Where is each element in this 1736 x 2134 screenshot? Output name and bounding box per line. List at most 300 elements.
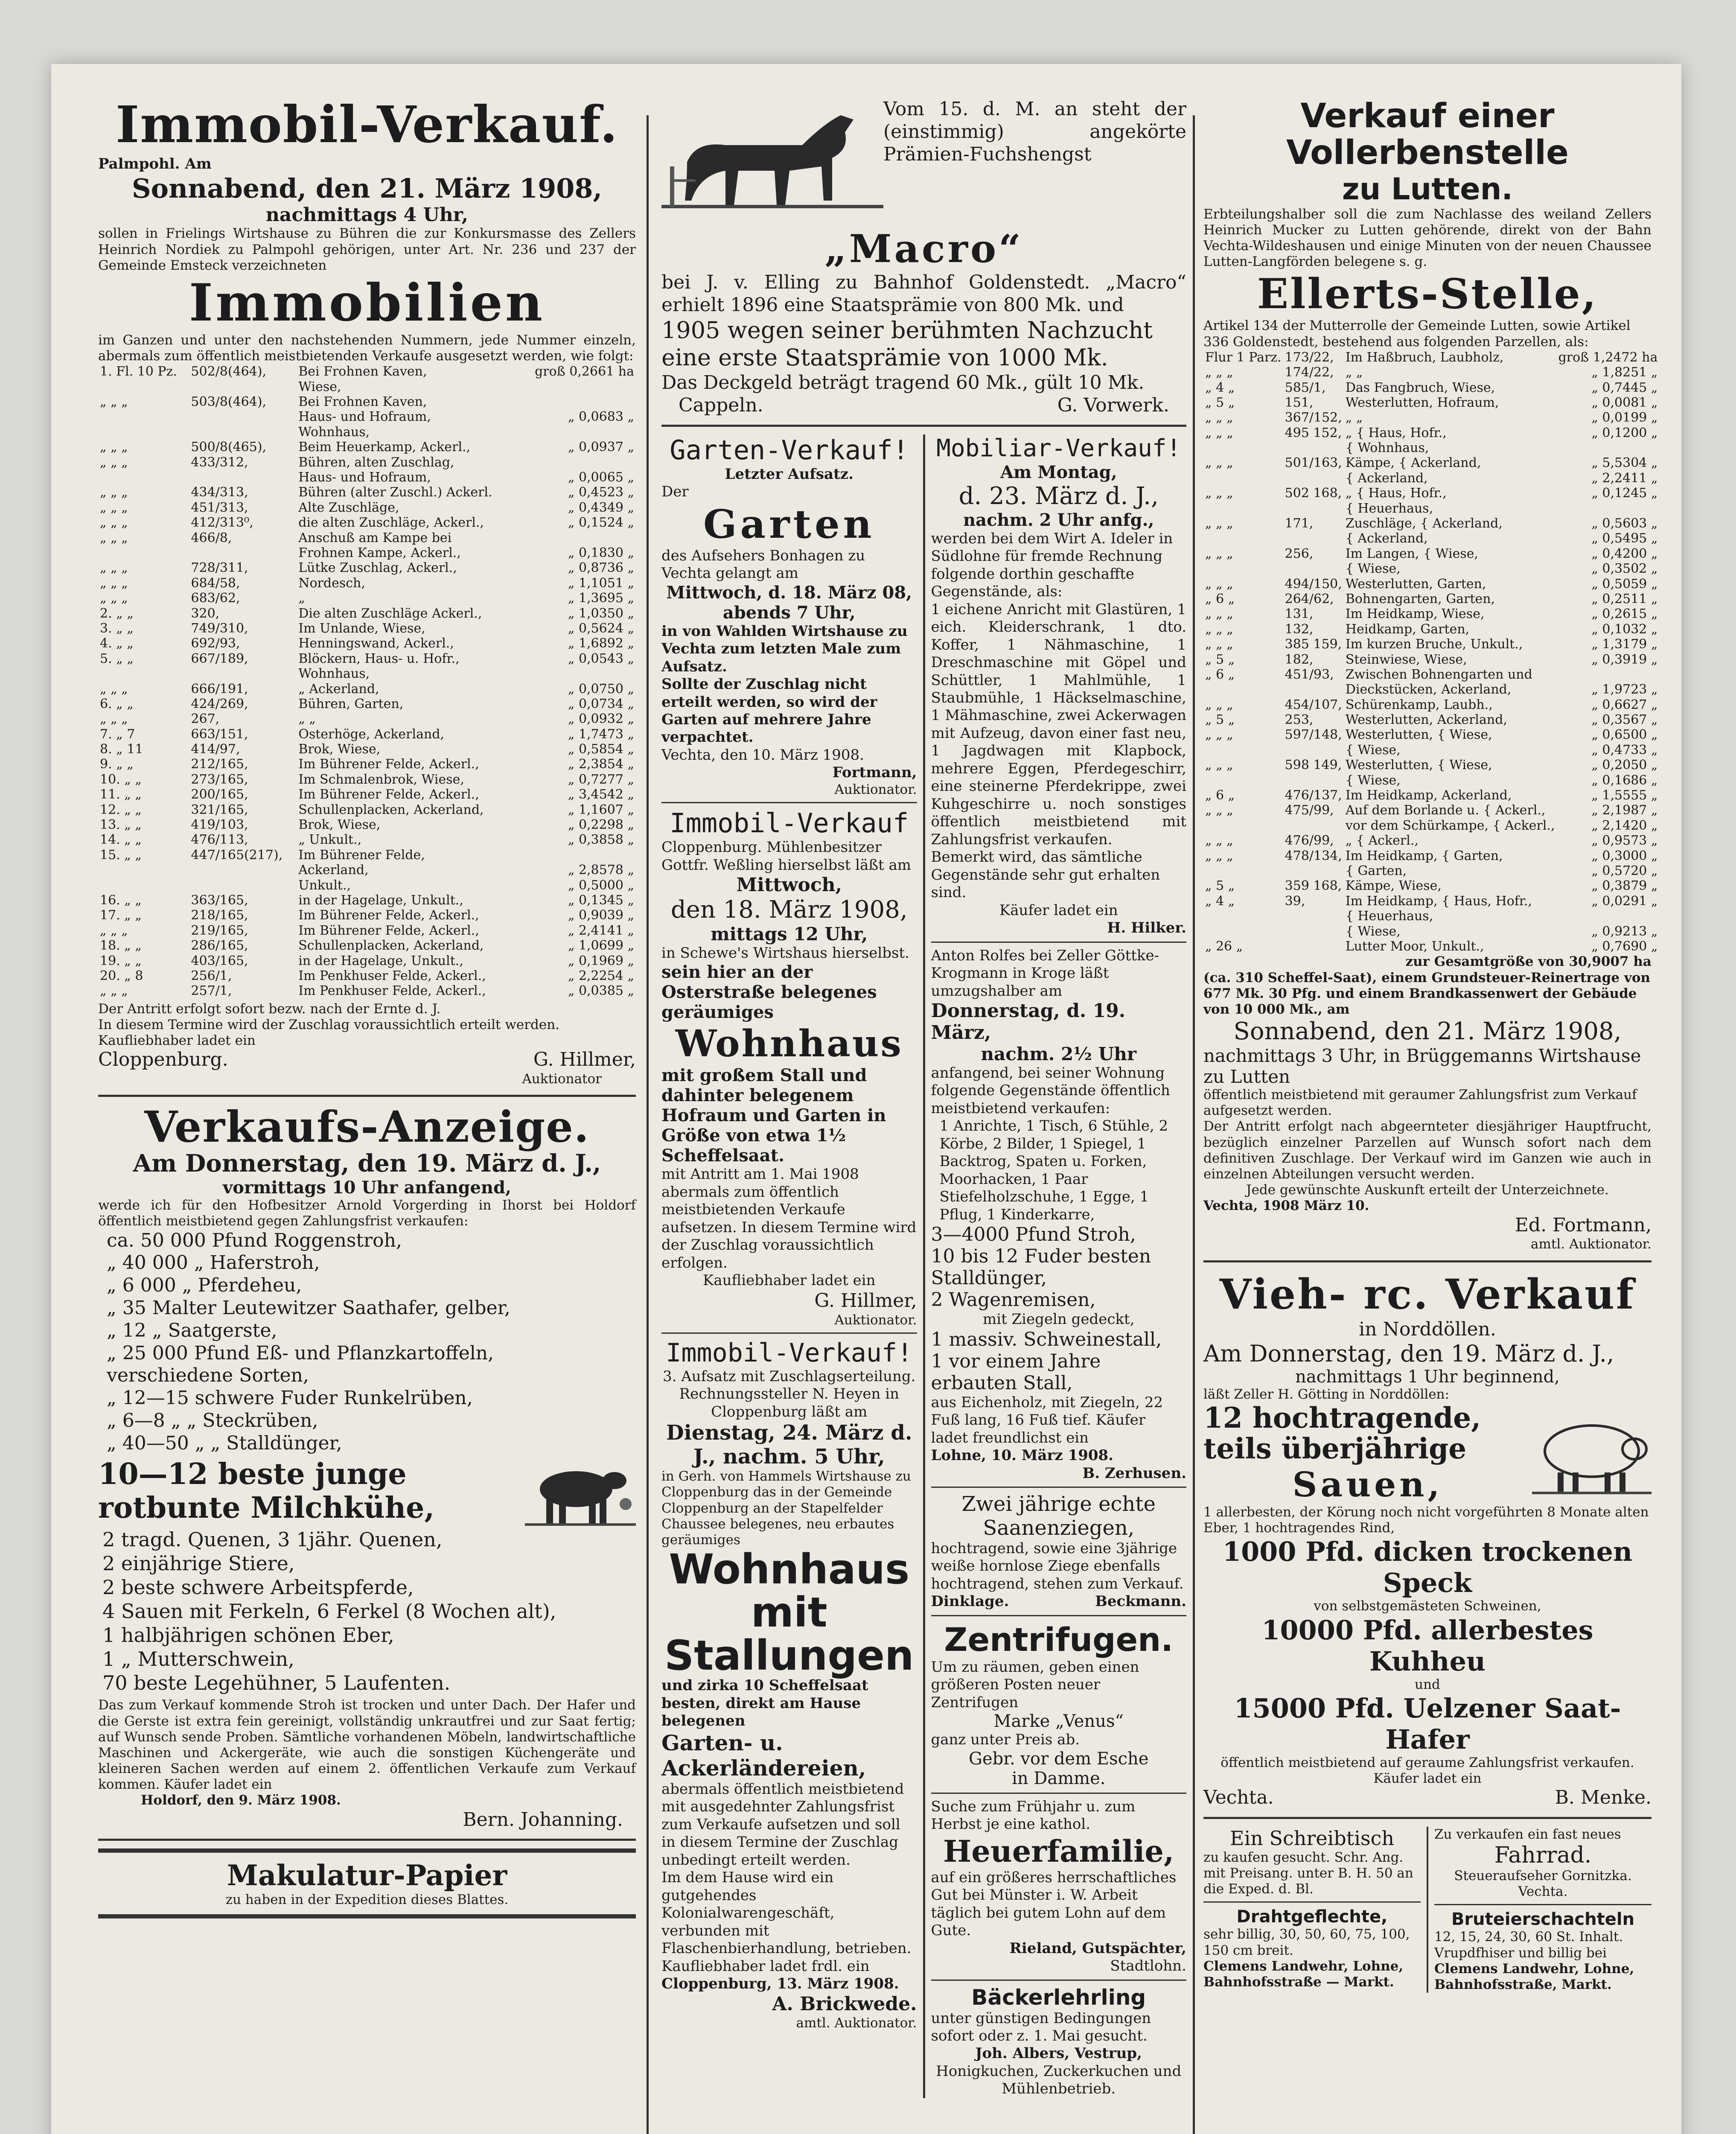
parcel-row [1203,546,1659,561]
body-text: Suche zum Frühjahr u. zum Herbst je eine kathol. [931,1798,1136,1833]
parcel-description: Anschuß am Kampe bei [298,530,452,545]
parcel-description: Im Bührener Felde, Ackerl., [298,757,479,772]
parcel-number: 501/163, [1285,455,1342,471]
stallion-name: „Macro“ [824,226,1023,271]
parcel-area: „ 0,1524 „ [568,515,634,531]
divider [1434,1904,1652,1905]
parcel-number: 451/93, [1285,667,1334,682]
parcel-flur: 10. „ „ [100,772,142,787]
parcel-flur [1203,501,1283,516]
ad-title: Vieh- rc. Verkauf [1219,1270,1636,1318]
list-item: 1 halbjährigen schönen Eber, [102,1624,394,1647]
parcel-number [1283,909,1344,924]
parcel-description: „ „ [1345,365,1363,380]
parcel-description: „ [298,591,305,606]
signer-name: H. Hilker. [1107,919,1186,937]
date-line: Mittwoch, [736,874,842,896]
parcel-number: 320, [191,606,220,621]
parcel-flur [1203,909,1283,924]
parcel-number: 585/1, [1285,380,1326,395]
parcel-description: „ Unkult., [298,832,362,848]
signer-name: Fortmann, [832,764,917,781]
divider [1203,1817,1652,1819]
parcel-description: Schullenplacken, Ackerland, [298,802,484,817]
date-line: d. 23. März d. J., [958,482,1159,510]
parcel-flur: „ „ „ [1205,546,1233,561]
parcel-row [98,545,636,560]
list-item: 70 beste Legehühner, 5 Laufenten. [102,1671,451,1695]
parcel-area [1557,909,1660,924]
parcel-area: „ 0,1245 „ [1591,486,1658,501]
parcel-row [1203,909,1659,924]
divider [931,1979,1187,1981]
ad-title: Mobiliar-Verkauf! [936,434,1181,462]
place-line: Palmpohl. Am [98,155,212,172]
parcel-flur: 3. „ „ [100,621,134,636]
parcel-number: 419/103, [191,817,248,833]
big-item: 10 bis 12 Fuder besten Stalldünger, [931,1245,1151,1289]
parcel-number: 598 149, [1285,758,1342,773]
parcel-row [98,802,636,817]
body-text: werden bei dem Wirt A. Ideler in Südlohne für fremde Rechnung folgende dorthin geschaffte Gegenstände, als: [931,530,1173,601]
parcel-number [1283,924,1344,939]
parcel-number: 451/313, [191,500,248,515]
parcel-number: 200/165, [191,787,248,802]
sign-place: Vechta, 1908 März 10. [1203,1198,1369,1214]
ad-mobiliar-verkauf [931,434,1187,937]
parcel-description: Kämpe, Wiese, [1345,878,1442,894]
list-item: 4 Sauen mit Ferkeln, 6 Ferkel (8 Wochen alt), [102,1599,556,1623]
parcel-flur [1203,924,1283,939]
parcel-area [520,666,636,681]
parcel-area: „ 0,3919 „ [1591,652,1658,667]
parcel-row [98,651,636,666]
parcel-area: „ 2,1987 „ [1591,803,1658,818]
column-rule-2 [1193,115,1195,2134]
body-text: Rechnungssteller N. Heyen in Cloppenburg läßt am [679,1385,899,1420]
divider [931,1793,1187,1794]
newspaper-page [51,64,1681,2134]
list-item: „ 25 000 Pfund Eß- und Pflanzkartoffeln, [107,1342,494,1364]
parcel-flur [1203,818,1283,833]
parcel-description: „ „ [1345,410,1363,426]
big-item: 3—4000 Pfund Stroh, [931,1224,1136,1246]
body-text: ganz unter Preis ab. [931,1731,1080,1749]
parcel-row [98,863,636,878]
body-text: auf ein größeres herrschaftliches Gut bei Münster i. W. Arbeit täglich bei gutem Lohn auf dem Gute. [931,1869,1177,1939]
parcel-row [98,606,636,621]
parcel-flur: „ „ „ [1205,848,1233,863]
parcel-flur: „ „ „ [100,485,128,500]
parcel-area: „ 0,5854 „ [568,742,634,757]
parcel-description: Bohnengarten, Garten, [1345,591,1495,606]
parcel-flur: „ „ „ [1205,486,1233,501]
parcel-row [1203,682,1659,697]
parcel-description: Auf dem Borlande u. { Ackerl., [1345,803,1546,818]
parcel-area: „ 0,6500 „ [1591,727,1658,743]
big-heading: Wohnhaus [675,1022,903,1066]
parcel-area: „ 1,1607 „ [568,802,634,817]
parcel-area: groß 0,2661 ha [535,364,634,379]
parcel-number [189,878,297,893]
parcel-flur: „ 26 „ [1205,939,1243,954]
parcel-number: 219/165, [191,923,248,938]
parcel-area: „ 0,4349 „ [568,500,634,515]
parcel-area: „ 0,5495 „ [1591,531,1658,546]
ad-drahtgeflechte [1203,1907,1421,1990]
parcel-flur [1203,773,1283,788]
body-text: Im dem Hause wird ein gutgehendes Kolonialwarengeschäft, verbunden mit Flaschenbierhandlung, betrieben. [661,1869,912,1957]
parcel-description: „ { Ackerl., [1345,833,1419,848]
parcel-row [1203,516,1659,531]
parcel-area: „ 0,3879 „ [1591,878,1658,894]
parcel-area: „ 1,1051 „ [568,575,634,591]
parcel-number: 466/8, [191,530,232,545]
parcel-row [98,591,636,606]
parcel-area: „ 0,2050 „ [1591,758,1658,773]
pig-illustration [1532,1408,1652,1498]
sign-place: in Damme. [1012,1768,1106,1788]
parcel-description: Wohnhaus, [298,666,370,682]
parcel-row [98,727,636,742]
parcel-flur: „ „ „ [100,394,128,410]
parcel-table [1203,350,1659,954]
sign-place: Dinklage. [931,1593,1009,1610]
parcel-flur: „ „ „ [1205,516,1233,531]
signer-name: Beckmann. [1095,1593,1186,1610]
big-heading: Heuerfamilie, [943,1833,1174,1869]
parcel-description: { Wiese, [1345,924,1401,939]
parcel-flur: 2. „ „ [100,606,134,621]
big-heading: Garten- u. Ackerländereien, [661,1730,866,1781]
sign-place: Vechta, den 10. März 1908. [661,746,864,764]
body-text: von selbstgemästeten Schweinen, [1314,1598,1541,1614]
parcel-number: 424/269, [191,696,248,711]
parcel-area [520,455,636,470]
body-text: hochtragend, sowie eine 3jährige weiße hornlose Ziege ebenfalls hochtragend, stehen zum Verkauf. [931,1540,1184,1592]
signer-name: Bern. Johanning. [463,1808,623,1831]
parcel-row [1203,924,1659,939]
parcel-description: Haus- und Hofraum, [298,470,431,485]
parcel-flur: 17. „ „ [100,908,142,923]
parcel-number: 253, [1285,712,1314,728]
parcel-row [1203,788,1659,803]
big-heading: Immobilien [189,272,545,333]
body-text: mit großem Stall und dahinter belegenem Hofraum und Garten in Größe von etwa 1½ Scheffelsaat. [661,1065,886,1166]
signer-name: G. Vorwerk. [1057,394,1169,416]
parcel-description: Henningswand, Ackerl., [298,636,454,651]
parcel-flur [98,379,189,394]
parcel-description: { Ackerland, [1345,531,1428,546]
parcel-flur: „ „ „ [100,711,128,727]
parcel-area: „ 3,4542 „ [568,787,634,802]
foot-text: Kaufliebhaber ladet ein [98,1033,256,1049]
body-text: Erbteilungshalber soll die zum Nachlasse des weiland Zellers Heinrich Mucker zu Lutten gehörende, direkt von der Bahn Vechta-Wildeshausen und einige Minuten von der neuen Chaussee Lutten-Langförden belegene s. g. [1203,206,1652,270]
parcel-area: „ 0,1686 „ [1591,773,1658,788]
ad-title: Zwei jährige echte Saanenziegen, [961,1492,1156,1540]
parcel-description: „ Ackerland, [298,681,379,697]
parcel-description: { Wiese, [1345,742,1401,758]
date-line: Sonnabend, den 21. März 1908, [1233,1017,1622,1046]
sign-place: Cloppenburg, 13. März 1908. [661,1975,899,1993]
date-line: den 18. März 1908, [670,896,908,924]
parcel-number: 478/134, [1285,848,1342,863]
body-text: Sollte der Zuschlag nicht erteilt werden, so wird der Garten auf mehrere Jahre verpachtet. [661,676,877,746]
divider [931,942,1187,943]
parcel-description: Steinwiese, Wiese, [1345,652,1467,667]
parcel-number: 257/1, [191,983,232,999]
parcel-description: die alten Zuschläge, Ackerl., [298,515,484,531]
parcel-description: Brok, Wiese, [298,742,381,757]
parcel-number: 173/22, [1285,350,1334,365]
parcel-number: 495 152, [1285,425,1342,440]
parcel-description: Unkult., [298,878,351,893]
parcel-flur [1203,743,1283,758]
parcel-flur: 4. „ „ [100,636,134,651]
parcel-number [1283,501,1344,516]
parcel-description: Alte Zuschläge, [298,500,399,515]
parcel-area: „ 0,4200 „ [1591,546,1658,561]
livestock-list [98,1528,636,1695]
parcel-area: „ 0,7445 „ [1591,380,1658,395]
parcel-row [1203,894,1659,909]
parcel-description: Haus- und Hofraum, [298,409,431,425]
parcel-row [98,878,636,893]
parcel-row [1203,501,1659,516]
parcel-flur: 5. „ „ [100,651,134,666]
parcel-description: Osterhöge, Ackerland, [298,726,445,742]
parcel-flur [1203,440,1283,455]
parcel-description: Westerlutten, { Wiese, [1345,758,1492,773]
list-item: „ 12—15 schwere Fuder Runkelrüben, [107,1387,473,1409]
parcel-row [1203,803,1659,818]
parcel-table [98,364,636,998]
parcel-row [98,636,636,651]
divider [931,1487,1187,1488]
goods-list: 1 eichene Anricht mit Glastüren, 1 eich. Kleiderschrank, 1 dto. Koffer, 1 Nähmaschine, 1 Dreschmaschine mit Göpel und Schüttler, 1 Mahlmühle, 1 Staubmühle, 1 Häckselmaschine, 1 Mähmaschine, zwei Ackerwagen mit Aufzeug, davon einer fast neu, 1 Jagdwagen mit Klapbock, mehrere Eggen, Pferdegeschirr, eine steinerne Pferdekrippe, zwei Kuhgeschirre u. noch sonstiges öffentlich meistbietend mit Zahlungsfrist verkaufen. [931,601,1186,848]
parcel-number: 728/311, [191,560,248,576]
parcel-flur: 18. „ „ [100,938,142,953]
sign-place: Cappeln. [679,394,763,416]
parcel-area: „ 0,9039 „ [568,908,634,923]
parcel-description: „ „ [298,711,316,727]
body-text: abermals öffentlich meistbietend mit ausgedehnter Zahlungsfrist zum Verkaufe aufsetzen und soll in diesem Termine der Zuschlag unbedingt erteilt werden. [661,1780,904,1869]
parcel-flur [98,470,189,485]
parcel-number: 218/165, [191,908,248,923]
parcel-area: „ 0,1345 „ [568,892,634,908]
ad-makulatur [98,1848,636,1918]
parcel-flur: „ „ „ [1205,833,1233,848]
parcel-number: 212/165, [191,757,248,772]
ad-immobil-verkauf-heyen [661,1338,917,2032]
parcel-area: „ 0,3858 „ [568,832,634,848]
parcel-description: Das Fangbruch, Wiese, [1345,380,1495,395]
parcel-row [1203,410,1659,425]
parcel-row [1203,712,1659,727]
parcel-number: 256, [1285,546,1314,561]
parcel-row [98,409,636,424]
big-heading: Ellerts-Stelle, [1257,270,1598,318]
body-text: Cloppenburg. Mühlenbesitzer Gottfr. Weßling hierselbst läßt am [661,839,912,874]
date-line: Am Donnerstag, den 19. März d. J., [1203,1340,1614,1367]
subcolumn-b [931,434,1187,2098]
parcel-number: 321/165, [191,802,248,817]
parcel-row [98,787,636,802]
parcel-description: Bei Frohnen Kaven, [298,364,427,379]
parcel-flur: Flur 1 Parz. [1205,350,1282,365]
parcel-number: 503/8(464), [191,394,267,410]
time-line: nachm. 2 Uhr anfg., [963,510,1154,530]
goods-list [98,1230,636,1455]
parcel-number: 131, [1285,606,1314,622]
parcel-row [1203,743,1659,758]
ad-title: Garten-Verkauf! [670,434,909,466]
parcel-description: Im Bührener Felde, [298,847,425,863]
parcel-area [520,425,636,440]
ad-title: Zentrifugen. [944,1620,1174,1659]
parcel-row [1203,380,1659,395]
column-left [98,95,636,1918]
parcel-flur: „ „ „ [1205,576,1233,592]
big-heading: 1000 Pfd. dicken trockenen Speck [1222,1536,1633,1599]
parcel-flur [1203,531,1283,546]
goods-list: 1 Anrichte, 1 Tisch, 6 Stühle, 2 Körbe, 2 Bilder, 1 Spiegel, 1 Backtrog, Spaten u. Forken, Moorhacken, 1 Paar Stiefelholzschuhe, 1 Egge, 1 Pflug, 1 Kinderkarre, [939,1117,1168,1223]
signer-name: Clemens Landwehr, Lohne, Bahnhofsstraße, Markt. [1434,1961,1634,1992]
parcel-row [98,697,636,711]
ad-title: Immobil-Verkauf! [666,1338,913,1368]
parcel-area: „ 0,0065 „ [568,470,634,485]
parcel-flur: 16. „ „ [100,892,142,908]
big-heading: Garten [703,501,875,547]
parcel-area: „ 0,3000 „ [1591,848,1658,863]
parcel-flur: „ „ „ [100,983,128,999]
parcel-area: „ 0,0750 „ [568,681,634,697]
parcel-flur: 13. „ „ [100,817,142,833]
parcel-flur: „ 4 „ [1205,893,1235,909]
parcel-description: Lütke Zuschlag, Ackerl., [298,560,457,576]
parcel-description: Im Bührener Felde, Ackerl., [298,923,479,938]
parcel-number: 403/165, [191,953,248,968]
parcel-row [1203,863,1659,878]
parcel-row [98,425,636,440]
parcel-flur: „ „ „ [1205,727,1233,743]
parcel-area: „ 0,4733 „ [1591,742,1658,758]
parcel-description: Blöckern, Haus- u. Hofr., [298,651,460,666]
parcel-row [1203,773,1659,788]
list-item: 2 tragd. Quenen, 3 1jähr. Quenen, [102,1528,443,1551]
signer-name: Gebr. vor dem Esche [969,1749,1149,1769]
parcel-flur: „ 6 „ [1205,667,1235,682]
parcel-row [98,968,636,983]
date-line: Mittwoch, d. 18. März 08, [666,582,912,603]
ad-zentrifugen [931,1621,1187,1788]
parcel-row [98,485,636,500]
parcel-row [98,817,636,832]
parcel-area: „ 1,0350 „ [568,606,634,621]
parcel-area [520,379,636,394]
foot-text: Kaufliebhaber ladet ein [702,1272,876,1289]
body-text: und [1415,1676,1440,1692]
body-text: läßt Zeller H. Götting in Norddöllen: [1203,1386,1450,1402]
body-text: in von Wahlden Wirtshause zu Vechta zum letzten Male zum Aufsatz. [661,622,908,675]
parcel-flur: „ „ „ [100,530,128,545]
ad-baeckerlehrling [931,1985,1187,2098]
parcel-number: 256/1, [191,968,232,983]
divider [98,1839,636,1841]
big-item: 1 vor einem Jahre erbauten Stall, [931,1350,1101,1394]
ad-immobil-verkauf-cloppenburg [661,808,917,1328]
sign-place: Vechta. [1518,1884,1568,1900]
parcel-flur: 1. Fl. 10 Pz. [100,364,177,379]
parcel-number [189,863,297,878]
parcel-area: „ 0,9573 „ [1591,833,1658,848]
parcel-area [520,394,636,409]
ad-schreibtisch [1203,1827,1421,1898]
parcel-area: „ 0,0543 „ [568,651,634,666]
parcel-flur [98,878,189,893]
ad-title: Immobil-Verkauf. [116,95,618,154]
sign-place: Holdorf, den 9. März 1908. [141,1793,341,1808]
parcel-description: Ackerland, [298,863,369,878]
parcel-number: 500/8(465), [191,440,267,455]
parcel-flur: „ „ „ [100,591,128,606]
parcel-description: { Wohnhaus, [1345,440,1429,456]
parcel-row [98,470,636,485]
parcel-flur [98,545,189,560]
column-middle [661,98,1186,2098]
parcel-row [98,908,636,923]
parcel-flur: „ „ „ [100,923,128,938]
parcel-description: Wohnhaus, [298,424,370,440]
column-right [1203,97,1658,1993]
parcel-area: „ 0,5624 „ [568,621,634,636]
parcel-area: „ 0,0199 „ [1591,410,1658,426]
parcel-row [98,500,636,515]
signer-name: Rieland, Gutspächter, [1009,1939,1186,1957]
body-text: Zu verkaufen ein fast neues [1434,1826,1621,1842]
divider [661,425,1186,427]
parcel-description: Im Heidkamp, { Garten, [1345,848,1503,863]
parcel-row [1203,531,1659,546]
ad-immobil-verkauf-palmpohl [98,95,636,1087]
parcel-number [189,545,297,560]
time-line: mittags 12 Uhr, [711,924,868,945]
parcel-area [520,531,636,545]
body-text: Das Deckgeld beträgt tragend 60 Mk., gült 10 Mk. [661,372,1145,394]
parcel-area: „ 0,0291 „ [1591,893,1658,909]
date-line: Donnerstag, d. 19. März, [931,1000,1126,1044]
ad-title: Bäckerlehrling [971,1985,1146,2010]
parcel-description: Bühren, alten Zuschlag, [298,455,454,470]
parcel-area: „ 0,9213 „ [1591,924,1658,939]
parcel-row [98,455,636,470]
parcel-row [1203,637,1659,652]
parcel-flur: 7. „ 7 [100,726,135,742]
foot-text: Käufer ladet ein [999,901,1118,919]
ad-fahrrad [1434,1827,1652,1900]
body-text: anfangend, bei seiner Wohnung folgende Gegenstände öffentlich meistbietend verkaufen: [931,1064,1170,1117]
parcel-row [98,757,636,772]
time-line: nachmittags 1 Uhr beginnend, [1295,1367,1560,1387]
sub-text: 3. Aufsatz mit Zuschlagserteilung. [662,1367,916,1385]
horse-illustration [661,98,883,226]
ad-title: Fahrrad. [1494,1842,1592,1869]
parcel-description: Im Penkhuser Felde, Ackerl., [298,968,486,983]
parcel-description: { Garten, [1345,863,1407,878]
parcel-flur: „ „ „ [100,560,128,576]
parcel-area [520,848,636,863]
parcel-number: 359 168, [1285,878,1342,894]
